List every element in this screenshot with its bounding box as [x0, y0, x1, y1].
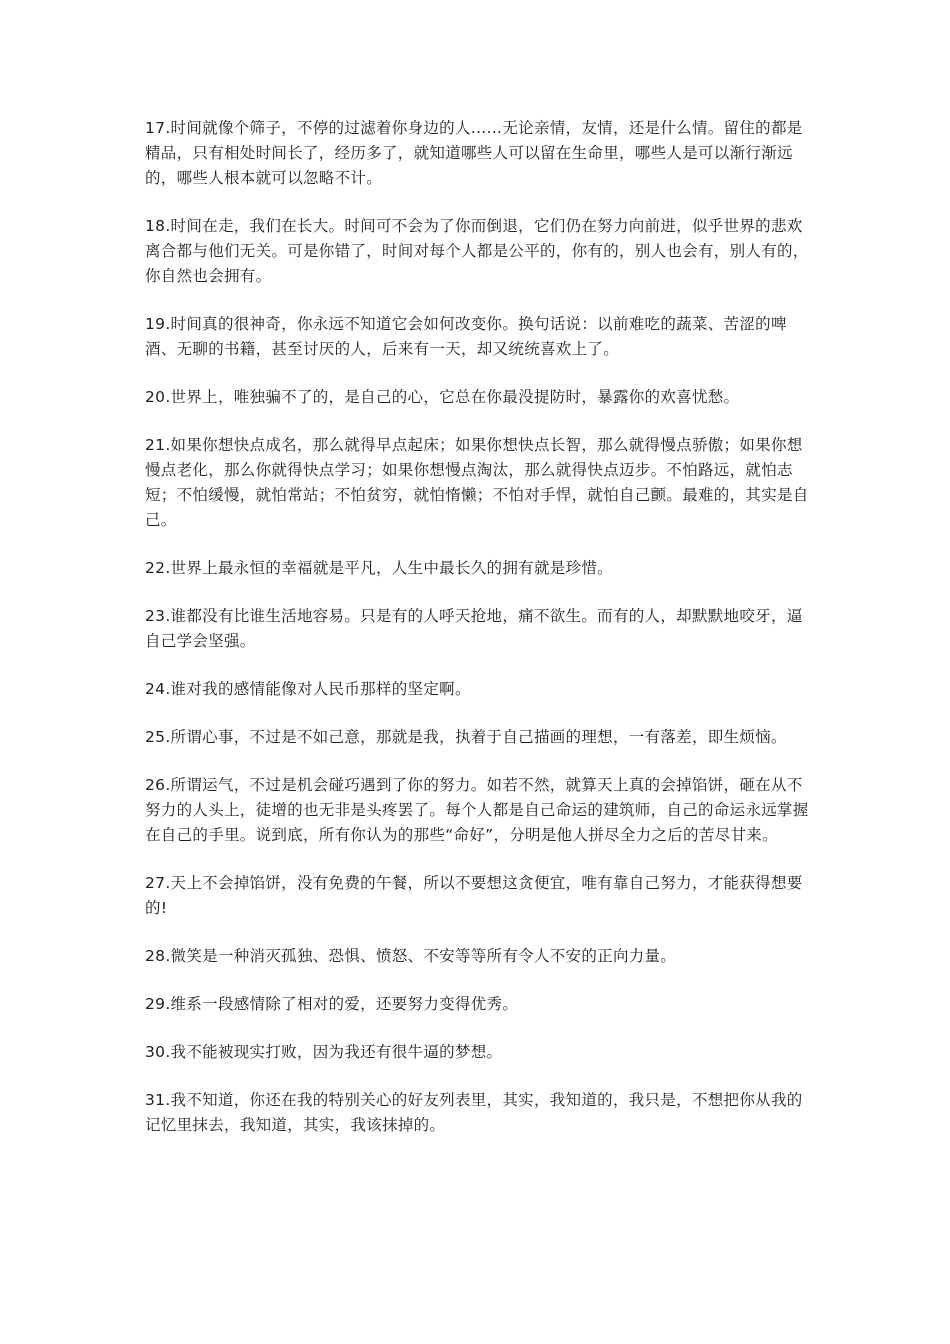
paragraph-18: 18.时间在走，我们在长大。时间可不会为了你而倒退，它们仍在努力向前进，似乎世界的悲欢离合都与他们无关。可是你错了，时间对每个人都是公平的，你有的，别人也会有，别人有的，你自然也会拥有。 — [145, 217, 809, 285]
paragraph-29: 29.维系一段感情除了相对的爱，还要努力变得优秀。 — [145, 995, 519, 1013]
paragraph-23: 23.谁都没有比谁生活地容易。只是有的人呼天抢地，痛不欲生。而有的人，却默默地咬牙，逼自己学会坚强。 — [145, 607, 803, 650]
paragraph-26: 26.所谓运气，不过是机会碰巧遇到了你的努力。如若不然，就算天上真的会掉馅饼，砸在从不努力的人头上，徒增的也无非是头疼罢了。每个人都是自己命运的建筑师，自己的命运永远掌握在自己的手里。说到底，所有你认为的那些“命好”，分明是他人拼尽全力之后的苦尽甘来。 — [145, 776, 809, 844]
paragraph-27: 27.天上不会掉馅饼，没有免费的午餐，所以不要想这贪便宜，唯有靠自己努力，才能获得想要的! — [145, 874, 803, 917]
paragraph-31: 31.我不知道，你还在我的特别关心的好友列表里，其实，我知道的，我只是，不想把你从我的记忆里抹去，我知道，其实，我该抹掉的。 — [145, 1091, 803, 1134]
paragraph-21: 21.如果你想快点成名，那么就得早点起床；如果你想快点长智，那么就得慢点骄傲；如果你想慢点老化，那么你就得快点学习；如果你想慢点淘汰，那么就得快点迈步。不怕路远，就怕志短；不怕缓慢，就怕常站；不怕贫穷，就怕惰懒；不怕对手悍，就怕自己颤。最难的，其实是自己。 — [145, 436, 809, 529]
paragraph-25: 25.所谓心事，不过是不如己意，那就是我，执着于自己描画的理想，一有落差，即生烦恼。 — [145, 728, 787, 746]
document-body — [145, 116, 817, 1161]
paragraph-17: 17.时间就像个筛子，不停的过滤着你身边的人……无论亲情，友情，还是什么情。留住的都是精品，只有相处时间长了，经历多了，就知道哪些人可以留在生命里，哪些人是可以渐行渐远的，哪些人根本就可以忽略不计。 — [145, 119, 803, 187]
paragraph-28: 28.微笑是一种消灭孤独、恐惧、愤怒、不安等等所有令人不安的正向力量。 — [145, 947, 677, 965]
paragraph-22: 22.世界上最永恒的幸福就是平凡，人生中最长久的拥有就是珍惜。 — [145, 559, 613, 577]
paragraph-19: 19.时间真的很神奇，你永远不知道它会如何改变你。换句话说：以前难吃的蔬菜、苦涩的啤酒、无聊的书籍，甚至讨厌的人，后来有一天，却又统统喜欢上了。 — [145, 315, 787, 358]
paragraph-20: 20.世界上，唯独骗不了的，是自己的心，它总在你最没提防时，暴露你的欢喜忧愁。 — [145, 388, 740, 406]
paragraph-30: 30.我不能被现实打败，因为我还有很牛逼的梦想。 — [145, 1043, 503, 1061]
paragraph-24: 24.谁对我的感情能像对人民币那样的坚定啊。 — [145, 680, 471, 698]
